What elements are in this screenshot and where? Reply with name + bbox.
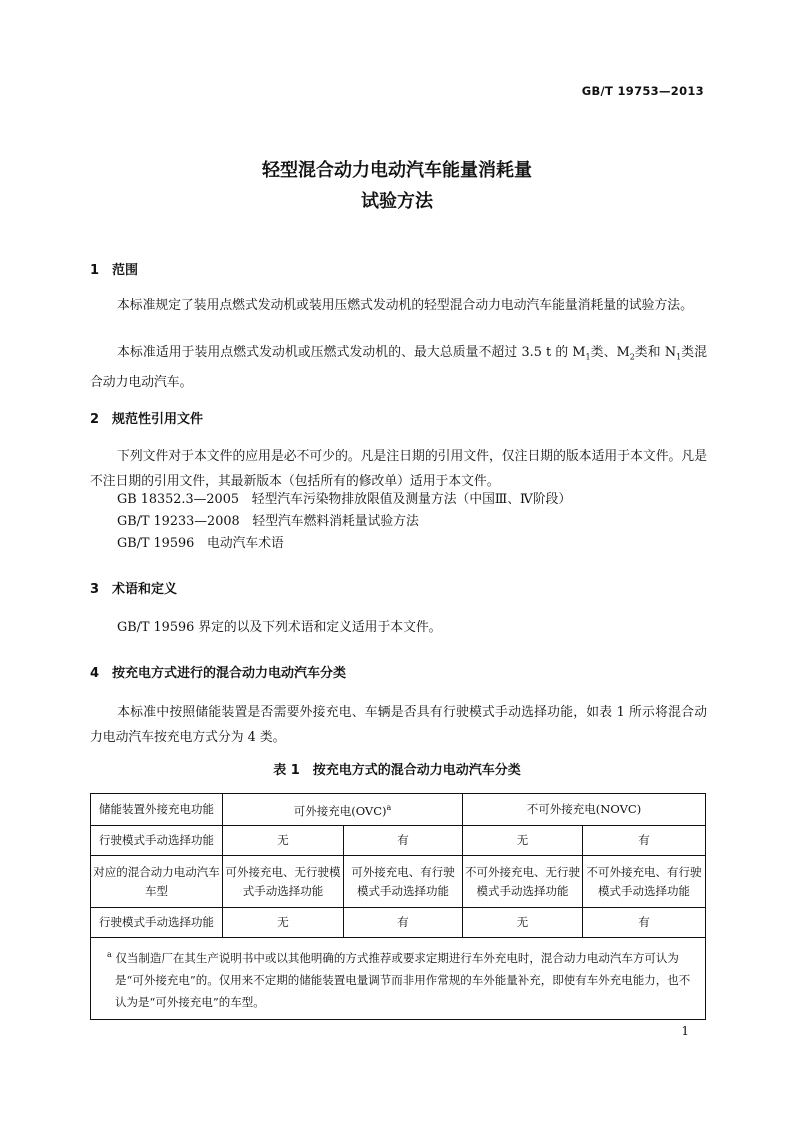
table-cell: 不可外接充电(NOVC) xyxy=(463,794,706,826)
table-cell: 有 xyxy=(583,908,706,938)
section-2-paragraph-1: 下列文件对于本文件的应用是必不可少的。凡是注日期的引用文件，仅注日期的版本适用于本文件。凡是不注日期的引用文件，其最新版本（包括所有的修改单）适用于本文件。 xyxy=(90,449,707,489)
section-4-title: 按充电方式进行的混合动力电动汽车分类 xyxy=(112,666,347,681)
section-1-paragraph-2: 本标准适用于装用点燃式发动机或压燃式发动机的、最大总质量不超过 3.5 t 的 $M_1$类、$M_2$类和 $N_1$类混合动力电动汽车。 xyxy=(90,345,708,390)
table-cell: 行驶模式手动选择功能 xyxy=(91,826,223,856)
table-cell: 有 xyxy=(344,908,463,938)
section-1-paragraph-1: 本标准规定了装用点燃式发动机或装用压燃式发动机的轻型混合动力电动汽车能量消耗量的试验方法。 xyxy=(117,298,693,313)
table-row xyxy=(91,856,706,908)
classification-table xyxy=(90,793,706,1020)
section-1-heading xyxy=(90,259,138,278)
section-3-heading xyxy=(90,578,177,597)
document-title-line2: 试验方法 xyxy=(361,191,433,212)
table-cell: 可外接充电、有行驶模式手动选择功能 xyxy=(344,856,463,908)
section-4-paragraph-1: 本标准中按照储能装置是否需要外接充电、车辆是否具有行驶模式手动选择功能，如表 1 所示将混合动力电动汽车按充电方式分为 4 类。 xyxy=(90,705,707,745)
table-row xyxy=(91,908,706,938)
table-row xyxy=(91,794,706,826)
table-cell: 不可外接充电、无行驶模式手动选择功能 xyxy=(463,856,583,908)
document-code: GB/T 19753—2013 xyxy=(581,84,704,98)
table-cell: 无 xyxy=(463,826,583,856)
section-1-title: 范围 xyxy=(112,263,139,278)
table-cell: 储能装置外接充电功能 xyxy=(91,794,223,826)
section-2-heading xyxy=(90,408,203,427)
section-4-heading xyxy=(90,662,346,681)
table-caption: 表 1 按充电方式的混合动力电动汽车分类 xyxy=(273,763,521,778)
table-cell: 无 xyxy=(223,908,344,938)
reference-item: GB/T 19596 电动汽车术语 xyxy=(117,536,284,551)
table-cell: 无 xyxy=(463,908,583,938)
reference-item: GB/T 19233—2008 轻型汽车燃料消耗量试验方法 xyxy=(117,514,419,529)
table-cell: 无 xyxy=(223,826,344,856)
table-footnote-row xyxy=(91,938,706,1020)
table-cell: 有 xyxy=(344,826,463,856)
section-4-number: 4 xyxy=(90,666,100,681)
table-cell: 可外接充电(OVC)$^a$ xyxy=(223,794,463,826)
reference-item: GB 18352.3—2005 轻型汽车污染物排放限值及测量方法（中国Ⅲ、Ⅳ阶段） xyxy=(117,492,572,507)
table-cell: 不可外接充电、有行驶模式手动选择功能 xyxy=(583,856,706,908)
section-1-number: 1 xyxy=(90,263,100,278)
section-2-title: 规范性引用文件 xyxy=(112,412,204,427)
table-row xyxy=(91,826,706,856)
section-3-title: 术语和定义 xyxy=(112,582,178,597)
table-cell: 可外接充电、无行驶模式手动选择功能 xyxy=(223,856,344,908)
table-cell: 对应的混合动力电动汽车车型 xyxy=(91,856,223,908)
document-title-line1: 轻型混合动力电动汽车能量消耗量 xyxy=(262,160,532,181)
page-number: 1 xyxy=(681,1024,689,1038)
section-2-number: 2 xyxy=(90,412,100,427)
section-3-paragraph-1: GB/T 19596 界定的以及下列术语和定义适用于本文件。 xyxy=(117,620,442,635)
table-cell: 有 xyxy=(583,826,706,856)
section-3-number: 3 xyxy=(90,582,100,597)
table-footnote: $^a$ 仅当制造厂在其生产说明书中或以其他明确的方式推荐或要求定期进行车外充电时，混合动力电动汽车方可认为是“可外接充电”的。仅用来不定期的储能装置电量调节而非用作常规的车外能量补充，即使有车外充电能力，也不认为是“可外接充电”的车型。 xyxy=(91,938,706,1020)
table-cell: 行驶模式手动选择功能 xyxy=(91,908,223,938)
